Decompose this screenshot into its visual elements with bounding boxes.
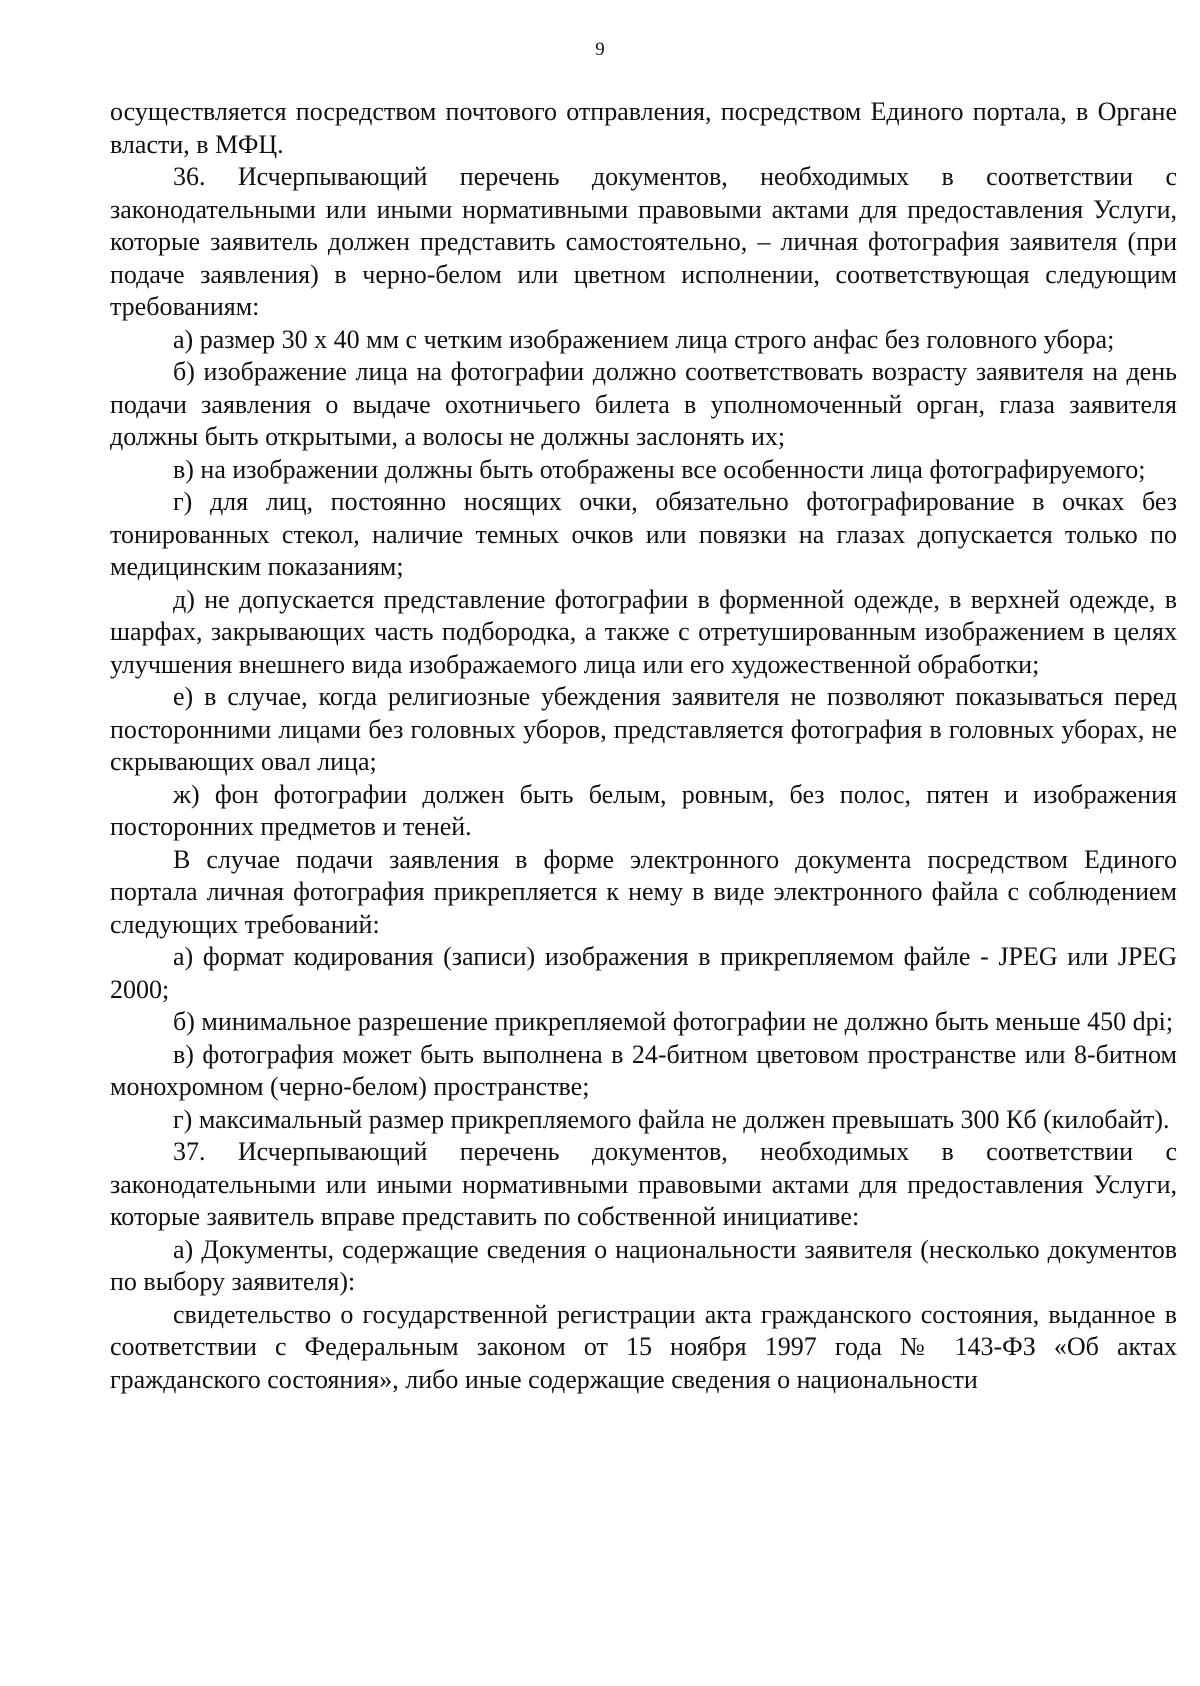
paragraph-file-req-a: а) формат кодирования (записи) изображения в прикрепляемом файле - JPEG или JPEG 2000; [110,942,1177,1004]
paragraph-photo-req-v: в) на изображении должны быть отображены все особенности лица фотографируемого; [173,454,1146,484]
paragraph-photo-req-zh: ж) фон фотографии должен быть белым, ровным, без полос, пятен и изображения посторонних предметов и теней. [110,779,1177,841]
paragraph-photo-req-a: а) размер 30 х 40 мм с четким изображением лица строго анфас без головного убора; [173,324,1115,354]
paragraph-photo-req-b: б) изображение лица на фотографии должно соответствовать возрасту заявителя на день подачи заявления о выдаче охотничьего билета в уполномоченный орган, глаза заявителя должны быть открытыми, а волосы не должны заслонять их; [110,357,1177,451]
paragraph-file-req-b: б) минимальное разрешение прикрепляемой фотографии не должно быть меньше 450 dpi; [173,1007,1174,1036]
document-body [110,96,1177,1396]
paragraph-certificate: свидетельство о государственной регистрации акта гражданского состояния, выданное в соответствии с Федеральным законом от 15 ноября 1997 года № 143-ФЗ «Об актах гражданского состояния», либо иные содержащие сведения о национальности [110,1299,1177,1394]
paragraph-file-req-v: в) фотография может быть выполнена в 24-битном цветовом пространстве или 8-битном монохромном (черно-белом) пространстве; [110,1039,1177,1101]
paragraph-electronic-intro: В случае подачи заявления в форме электронного документа посредством Единого портала личная фотография прикрепляется к нему в виде электронного файла с соблюдением следующих требований: [110,844,1177,939]
paragraph-file-req-g: г) максимальный размер прикрепляемого файла не должен превышать 300 Кб (килобайт). [173,1104,1170,1134]
page-number: 9 [595,39,605,60]
paragraph-optional-docs-a: а) Документы, содержащие сведения о национальности заявителя (несколько документов по выбору заявителя): [110,1234,1177,1296]
paragraph-item-37: 37. Исчерпывающий перечень документов, необходимых в соответствии с законодательными или иными нормативными правовыми актами для предоставления Услуги, которые заявитель вправе представить по собственной инициативе: [110,1137,1177,1231]
paragraph-photo-req-d: д) не допускается представление фотографии в форменной одежде, в верхней одежде, в шарфах, закрывающих часть подбородка, а также с отретушированным изображением в целях улучшения внешнего вида изображаемого лица или его художественной обработки; [110,584,1177,679]
paragraph-photo-req-e: е) в случае, когда религиозные убеждения заявителя не позволяют показываться перед посторонними лицами без головных уборов, представляется фотография в головных уборах, не скрывающих овал лица; [110,682,1177,776]
paragraph-photo-req-g: г) для лиц, постоянно носящих очки, обязательно фотографирование в очках без тонированных стекол, наличие темных очков или повязки на глазах допускается только по медицинским показаниям; [110,487,1177,581]
paragraph-item-36: 36. Исчерпывающий перечень документов, необходимых в соответствии с законодательными или иными нормативными правовыми актами для предоставления Услуги, которые заявитель должен представить самостоятельно, – личная фотография заявителя (при подаче заявления) в черно-белом или цветном исполнении, соответствующая следующим требованиям: [110,162,1177,321]
paragraph-continuation: осуществляется посредством почтового отправления, посредством Единого портала, в Органе власти, в МФЦ. [110,97,1177,159]
